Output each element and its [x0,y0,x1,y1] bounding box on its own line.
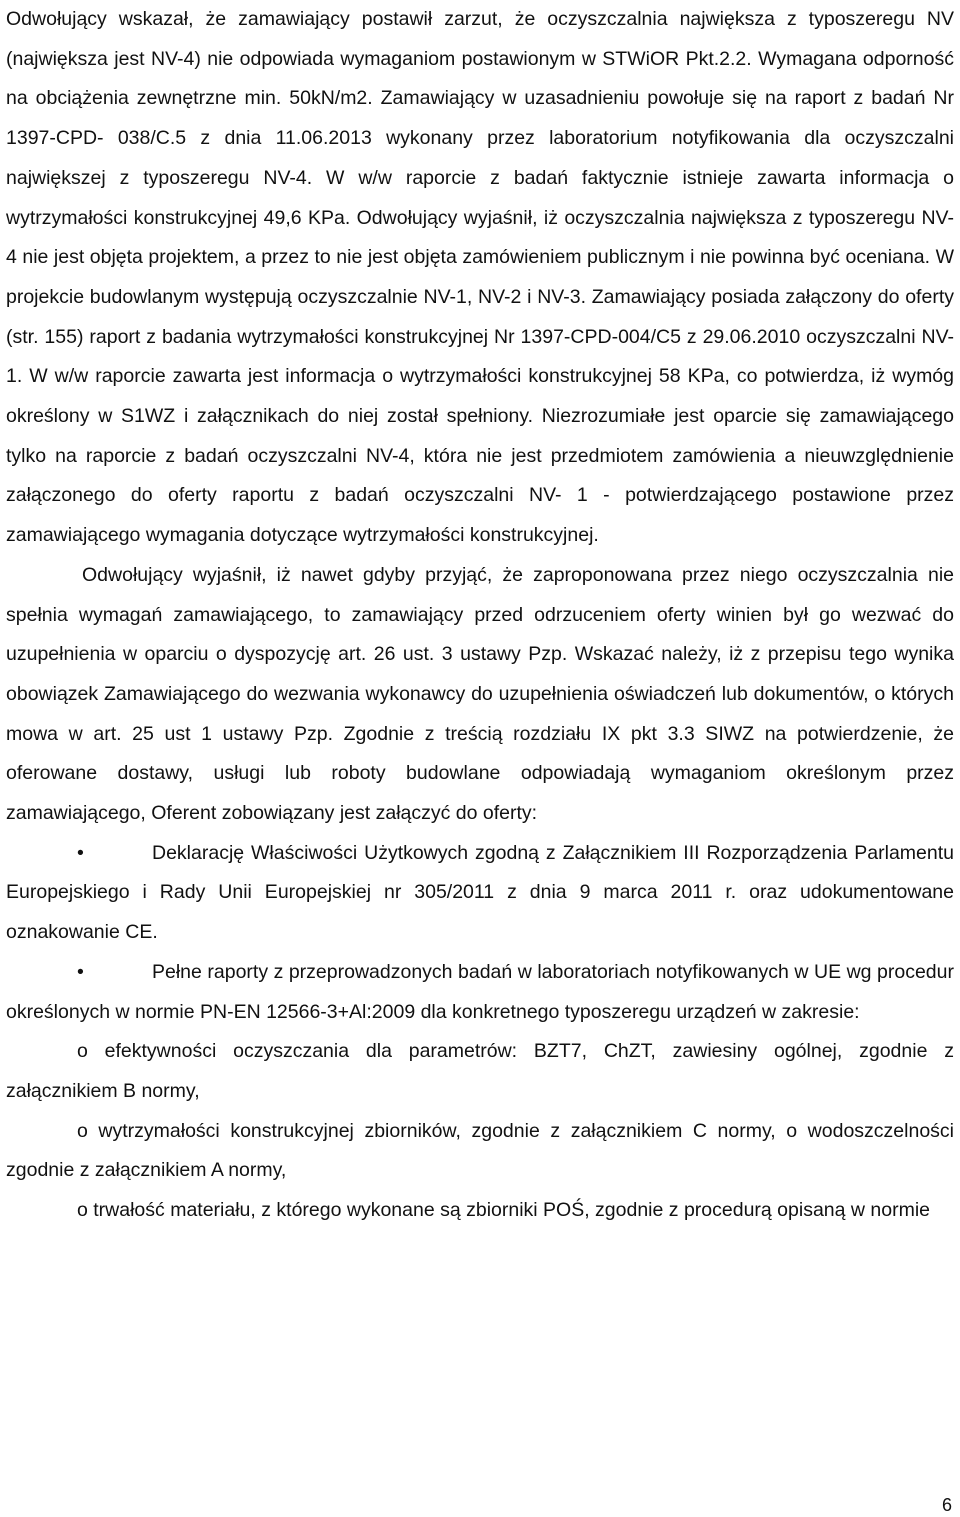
bullet-item-text: Pełne raporty z przeprowadzonych badań w laboratoriach notyfikowanych w UE wg procedur określonych w normie PN-EN 12566-3+Al:2009 dla konkretnego typoszeregu urządzeń w zakresie: [6,960,954,1023]
paragraph-appellant-claim: Odwołujący wskazał, że zamawiający postawił zarzut, że oczyszczalnia największa z typoszeregu NV (największa jest NV-4) nie odpowiada wymaganiom postawionym w STWiOR Pkt.2.2. Wymagana odporność na obciążenia zewnętrzne min. 50kN/m2. Zamawiający w uzasadnieniu powołuje się na raport z badań Nr 1397-CPD- 038/C.5 z dnia 11.06.2013 wykonany przez laboratorium notyfikowania dla oczyszczalni największej z typoszeregu NV-4. W w/w raporcie z badań faktycznie istnieje zawarta informacja o wytrzymałości konstrukcyjnej 49,6 KPa. Odwołujący wyjaśnił, iż oczyszczalnia największa z typoszeregu NV-4 nie jest objęta projektem, a przez to nie jest objęta zamówieniem publicznym i nie powinna być oceniana. W projekcie budowlanym występują oczyszczalnie NV-1, NV-2 i NV-3. Zamawiający posiada załączony do oferty (str. 155) raport z badania wytrzymałości konstrukcyjnej Nr 1397-CPD-004/C5 z 29.06.2010 oczyszczalni NV-1. W w/w raporcie zawarta jest informacja o wytrzymałości konstrukcyjnej 58 KPa, co potwierdza, iż wymóg określony w S1WZ i załącznikach do niej został spełniony. Niezrozumiałe jest oparcie się zamawiającego tylko na raporcie z badań oczyszczalni NV-4, która nie jest przedmiotem zamówienia a nieuwzględnienie załączonego do oferty raportu z badań oczyszczalni NV- 1 - potwierdzającego postawione przez zamawiającego wymagania dotyczące wytrzymałości konstrukcyjnej. [6,8,954,547]
page-number: 6 [941,1495,952,1515]
bullet-item-text: Deklarację Właściwości Użytkowych zgodną z Załącznikiem III Rozporządzenia Parlamentu Europejskiego i Rady Unii Europejskiej nr 305/2011 z dnia 9 marca 2011 r. oraz udokumentowane oznakowanie CE. [6,841,954,944]
bullet-icon: • [77,841,84,864]
bullet-item-reports [6,953,954,1032]
document-page [6,0,954,1231]
bullet-icon: • [77,960,84,983]
bullet-item-declaration [6,834,954,953]
sub-item-efficiency: o efektywności oczyszczania dla parametrów: BZT7, ChZT, zawiesiny ogólnej, zgodnie z załącznikiem B normy, [6,1040,954,1102]
paragraph-appellant-explanation: Odwołujący wyjaśnił, iż nawet gdyby przyjąć, że zaproponowana przez niego oczyszczalnia nie spełnia wymagań zamawiającego, to zamawiający przed odrzuceniem oferty winien był go wezwać do uzupełnienia w oparciu o dyspozycję art. 26 ust. 3 ustawy Pzp. Wskazać należy, iż z przepisu tego wynika obowiązek Zamawiającego do wezwania wykonawcy do uzupełnienia oświadczeń lub dokumentów, o których mowa w art. 25 ust 1 ustawy Pzp. Zgodnie z treścią rozdziału IX pkt 3.3 SIWZ na potwierdzenie, że oferowane dostawy, usługi lub roboty budowlane odpowiadają wymaganiom określonym przez zamawiającego, Oferent zobowiązany jest załączyć do oferty: [6,563,954,825]
sub-item-material-durability: o trwałość materiału, z którego wykonane są zbiorniki POŚ, zgodnie z procedurą opisaną w normie [77,1199,931,1222]
sub-item-structural-strength: o wytrzymałości konstrukcyjnej zbiorników, zgodnie z załącznikiem C normy, o wodoszczelności zgodnie z załącznikiem A normy, [6,1119,954,1182]
